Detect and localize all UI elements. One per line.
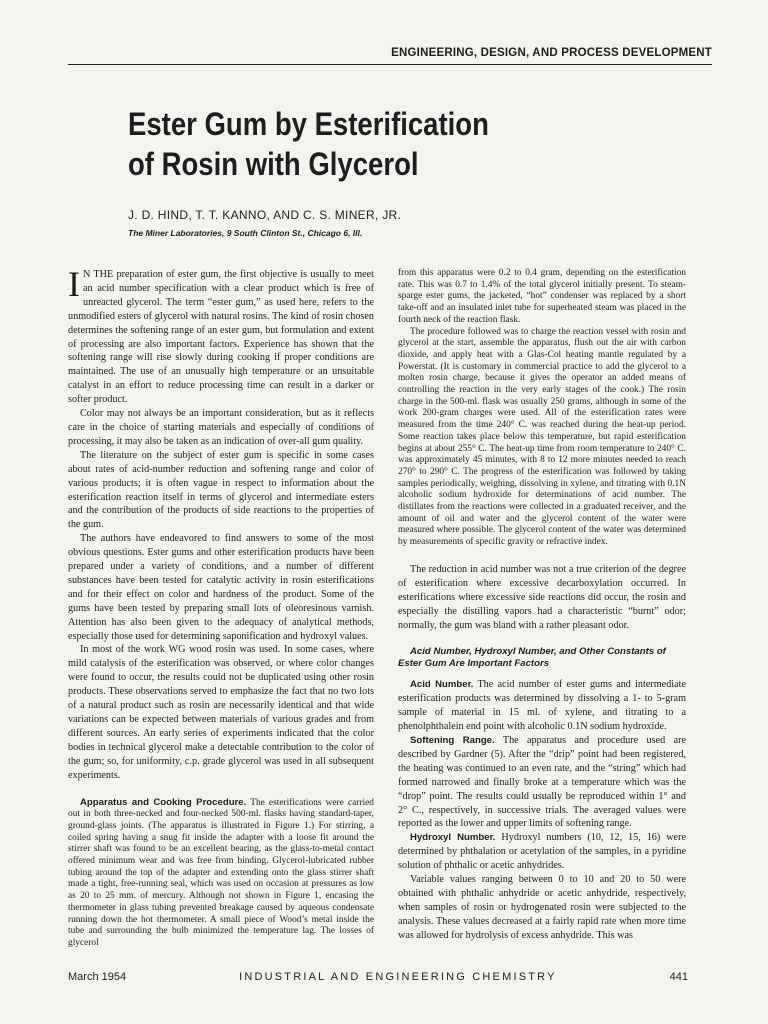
- softening-range-text: The apparatus and procedure used are described by Gardner (5). After the “drip” point had been registered, the heating was continued to an even rate, and the “string” which had formed narrowed and finally broke at a temperature which was the “drop” point. The results could usually be reproduced within 1° and 2° C., respectively, in successive trials. The averaged values were reported as the lower and upper limits of softening range.: [398, 735, 686, 830]
- paragraph-acid-reduction: The reduction in acid number was not a true criterion of the degree of esterification where excessive decarboxylation occurred. In esterifications where excessive side reactions did occur, the rosin and especially the distilling vapors had a characteristic “burnt” odor; normally, the gum was bland with a rather pleasant odor.: [398, 563, 686, 631]
- right-column: [398, 268, 686, 943]
- article-title: [128, 104, 575, 184]
- softening-range-heading: Softening Range.: [410, 735, 495, 747]
- glycerol-loss-text: from this apparatus were 0.2 to 0.4 gram, depending on the esterification rate. This was 0.7 to 1.4% of the total glycerol initially present. To steam-sparge ester gums, the jacketed, “hot” condenser was replaced by a short take-off and an insulated inlet tube for superheated steam was placed in the fourth neck of the reaction flask.: [398, 268, 686, 325]
- paragraph-procedure: The procedure followed was to charge the reaction vessel with rosin and glycerol at the start, assemble the apparatus, flush out the air with carbon dioxide, and apply heat with a Glas-Col heating mantle regulated by a Powerstat. (It is customary in commercial practice to add the glycerol to a molten rosin charge, because it gives the operator an added means of controlling the reaction in the very early stages of the cook.) The rosin charge in the 500-ml. flask was usually 250 grams, although in some of the work 200-gram charges were used. All of the esterification rates were measured from the time 240° C. was reached during the heat-up period. Some reaction takes place below this temperature, but rapid esterification begins at about 255° C. The heat-up time from room temperature to 240° C. was approximately 45 minutes, with 8 to 12 more minutes needed to reach 270° to 290° C. The progress of the esterification was followed by taking samples periodically, weighing, dissolving in xylene, and titrating with 0.1N alcoholic sodium hydroxide for determinations of acid number. The distillates from the reactions were collected in a graduated receiver, and the amount of oil and water and the glycerol content of the water were measured where possible. The glycerol content of the water was determined by measurements of specific gravity or refractive index.: [398, 326, 686, 548]
- page-footer: [68, 971, 688, 983]
- apparatus-text: The esterifications were carried out in both three-necked and four-necked 500-ml. flasks having standard-taper, ground-glass joints. (The apparatus is illustrated in Figure 1.) For stirring, a coiled spring having a snug fit inside the adapter with a loose fit around the stirrer shaft was found to be an excellent bearing, as the glass-to-metal contact offered minimum wear and was free from binding. Glycerol-lubricated rubber tubing around the top of the adapter and extending onto the glass stirrer shaft made a tight, free-running seal, which was used on occasion at pressures as low as 20 to 25 mm. of mercury. Although not shown in Figure 1, encasing the thermometer in glass tubing prevented breakage caused by aqueous condensate running down the hot thermometer. A small piece of Wood’s metal inside the tube and surrounding the bulb minimized the temperature lag. The losses of glycerol: [68, 797, 374, 948]
- title-line-2: of Rosin with Glycerol: [128, 146, 419, 182]
- footer-journal: INDUSTRIAL AND ENGINEERING CHEMISTRY: [239, 971, 557, 983]
- title-line-1: Ester Gum by Esterification: [128, 106, 489, 142]
- footer-date: March 1954: [68, 971, 127, 983]
- hydroxyl-number-heading: Hydroxyl Number.: [410, 832, 496, 844]
- paragraph-authors-work: The authors have endeavored to find answers to some of the most obvious questions. Ester gums and other esterification products have been prepared under a variety of conditions, and a number of different substances have been tested for catalytic activity in rosin esterifications and for their effect on color and hardness of the product. Some of the gums have been tested by preparing small lots of oleoresinous varnish. Attention has also been given to the adequacy of analytical methods, especially those used for determining saponification and hydroxyl values.: [68, 533, 374, 642]
- intro-text: N THE preparation of ester gum, the first objective is usually to meet an acid number specification with a clear product which is free of unreacted glycerol. The term “ester gum,” as used here, refers to the unmodified esters of glycerol with natural rosins. The kind of rosin chosen determines the softening range of an ester gum, but formulation and extent of processing are also important factors. Experience has shown that the softening range will rise slowly during cooking if proper conditions are maintained. The use of an unusually high temperature or an unsuitable catalyst in an effort to reduce processing time can result in a darker or softer product.: [68, 269, 374, 406]
- author-list: J. D. HIND, T. T. KANNO, AND C. S. MINER, JR.: [128, 208, 402, 222]
- paragraph-apparatus: [68, 797, 374, 950]
- paragraph-color: Color may not always be an important consideration, but as it reflects care in the choice of starting materials and especially of conditions of processing, it may also be taken as an indication of over-all gum quality.: [68, 408, 374, 447]
- acid-number-text: The acid number of ester gums and intermediate esterification products was determined by dissolving a 1- to 5-gram sample of material in 15 ml. of xylene, and titrating to a phenolphthalein end point with alcoholic 0.1N sodium hydroxide.: [398, 679, 686, 733]
- apparatus-heading: Apparatus and Cooking Procedure.: [80, 796, 247, 808]
- header-rule: [68, 64, 712, 65]
- section-subheading: Acid Number, Hydroxyl Number, and Other Constants of Ester Gum Are Important Factors: [398, 646, 666, 670]
- paragraph-hydroxyl-number: [398, 831, 686, 873]
- paragraph-variable-values: Variable values ranging between 0 to 10 and 20 to 50 were obtained with phthalic anhydride or acetic anhydride, respectively, when samples of rosin or hydrogenated rosin were subjected to the analysis. These values decreased at a fairly rapid rate when more time was allowed for hydrolysis of excess anhydride. This was: [398, 874, 686, 941]
- paragraph-glycerol-loss: [398, 268, 686, 549]
- footer-page-number: 441: [669, 971, 688, 983]
- hydroxyl-number-text: Hydroxyl numbers (10, 12, 15, 16) were determined by phthalation or acetylation of the samples, in a pyridine solution of phthalic or acetic anhydrides.: [398, 832, 686, 872]
- drop-cap: I: [68, 264, 80, 304]
- section-label: ENGINEERING, DESIGN, AND PROCESS DEVELOPMENT: [391, 47, 712, 59]
- left-column: [68, 264, 374, 950]
- paragraph-rosin-source: In most of the work WG wood rosin was used. In some cases, where mild catalysis of the esterification was observed, or where color changes were found to occur, the results could not be duplicated using other rosin products. These observations served to emphasize the fact that no two lots of a natural product such as rosin are necessarily identical and that wide variations can be expected between materials of various grades and from different sources. An early series of experiments indicated that the color bodies in technical glycerol make a detectable contribution to the color of the gum; so, for uniformity, c.p. grade glycerol was used in all subsequent experiments.: [68, 644, 374, 781]
- intro-paragraph: [68, 264, 374, 407]
- paragraph-softening-range: [398, 734, 686, 831]
- paragraph-literature: The literature on the subject of ester gum is specific in some cases about rates of acid-number reduction and softening range and color of various products; it is often vague in respect to information about the esterification reaction itself in terms of glycerol and intermediate esters and the contribution of the products of side reactions to the properties of the gum.: [68, 449, 374, 531]
- author-affiliation: The Miner Laboratories, 9 South Clinton St., Chicago 6, Ill.: [128, 228, 363, 238]
- paragraph-acid-number: [398, 678, 686, 734]
- acid-number-heading: Acid Number.: [410, 679, 474, 691]
